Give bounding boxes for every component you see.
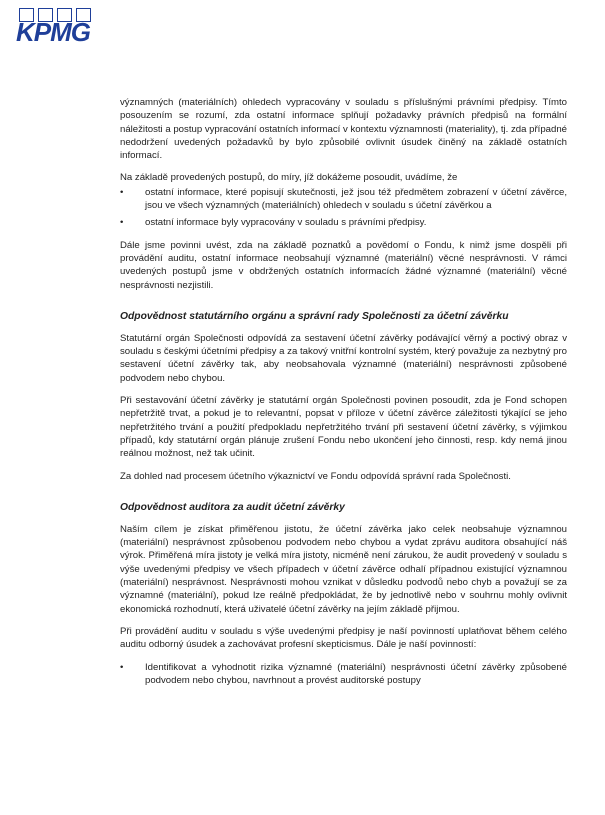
list-item [120,186,567,213]
paragraph: významných (materiálních) ohledech vypracovány v souladu s příslušnými právními předpisy. Tímto posouzením se rozumí, zda ostatní informace splňují požadavky právních předpisů na formální náležitosti a postup vypracování ostatních informací v kontextu významnosti (materiality), tj. zda případné nedodržení uvedených požadavků by bylo způsobilé ovlivnit úsudek činěný na základě ostatních informací. [120,97,567,162]
bullet-glyph: • [120,661,124,673]
list-item [120,661,567,688]
bullet-glyph: • [120,186,124,198]
paragraph: Naším cílem je získat přiměřenou jistotu, že účetní závěrka jako celek neobsahuje významnou (materiální) nesprávnost způsobenou podvodem nebo chybou a vydat zprávu auditora obsahující náš výrok. Přiměřená míra jistoty je velká míra jistoty, nicméně není zárukou, že audit provedený v souladu s výše uvedenými předpisy ve všech případech v účetní závěrce odhalí případnou existující významnou (materiální) nesprávnost. Nesprávnosti mohou vznikat v důsledku podvodů nebo chyb a považují se za významné (materiální), pokud lze reálně předpokládat, že by jednotlivě nebo v souhrnu mohly ovlivnit ekonomická rozhodnutí, která uživatelé účetní závěrky na jejím základě přijmou. [120,523,567,615]
paragraph: Při sestavování účetní závěrky je statutární orgán Společnosti povinen posoudit, zda je Fond schopen nepřetržitě trvat, a pokud je to relevantní, popsat v příloze v účetní závěrce záležitosti týkající se jeho nepřetržitého trvání a použití předpokladu nepřetržitého trvání při sestavení účetní závěrky, s výjimkou případů, kdy statutární orgán plánuje zrušení Fondu nebo ukončení jeho činnosti, resp. kdy nemá jinou reálnou možnost, než tak učinit. [120,395,567,460]
logo-text: KPMG [16,17,90,47]
paragraph: Na základě provedených postupů, do míry, jíž dokážeme posoudit, uvádíme, že [120,172,458,184]
list-item-text: ostatní informace byly vypracovány v souladu s právními předpisy. [145,217,427,229]
bullet-list [120,186,567,230]
section-heading: Odpovědnost auditora za audit účetní závěrky [120,501,345,513]
paragraph: Při provádění auditu v souladu s výše uvedenými předpisy je naší povinností uplatňovat během celého auditu odborný úsudek a zachovávat profesní skepticismus. Dále je naší povinností: [120,625,567,651]
list-item-text: Identifikovat a vyhodnotit rizika významné (materiální) nesprávnosti účetní závěrky způsobené podvodem nebo chybou, navrhnout a provést auditorské postupy [145,661,567,686]
paragraph: Dále jsme povinni uvést, zda na základě poznatků a povědomí o Fondu, k nimž jsme dospěli při provádění auditu, ostatní informace neobsahují významné (materiální) věcné nesprávnosti. V rámci uvedených postupů jsme v obdržených ostatních informacích žádné významné (materiální) věcné nesprávnosti nezjistili. [120,239,567,291]
list-item-text: ostatní informace, které popisují skutečnosti, jež jsou též předmětem zobrazení v účetní závěrce, jsou ve všech významných (materiálních) ohledech v souladu s účetní závěrkou a [145,186,567,212]
section-heading: Odpovědnost statutárního orgánu a správní rady Společnosti za účetní závěrku [120,310,509,322]
kpmg-logo [16,8,116,48]
paragraph: Za dohled nad procesem účetního výkaznictví ve Fondu odpovídá správní rada Společnosti. [120,470,511,482]
bullet-glyph: • [120,217,124,229]
bullet-list [120,661,567,688]
report-body [120,96,567,696]
paragraph: Statutární orgán Společnosti odpovídá za sestavení účetní závěrky podávající věrný a poctivý obraz v souladu s českými účetními předpisy a za takový vnitřní kontrolní systém, který považuje za nezbytný pro sestavení účetní závěrky tak, aby neobsahovala významné (materiální) nesprávnosti způsobené podvodem nebo chybou. [120,332,567,384]
list-item [120,216,567,229]
